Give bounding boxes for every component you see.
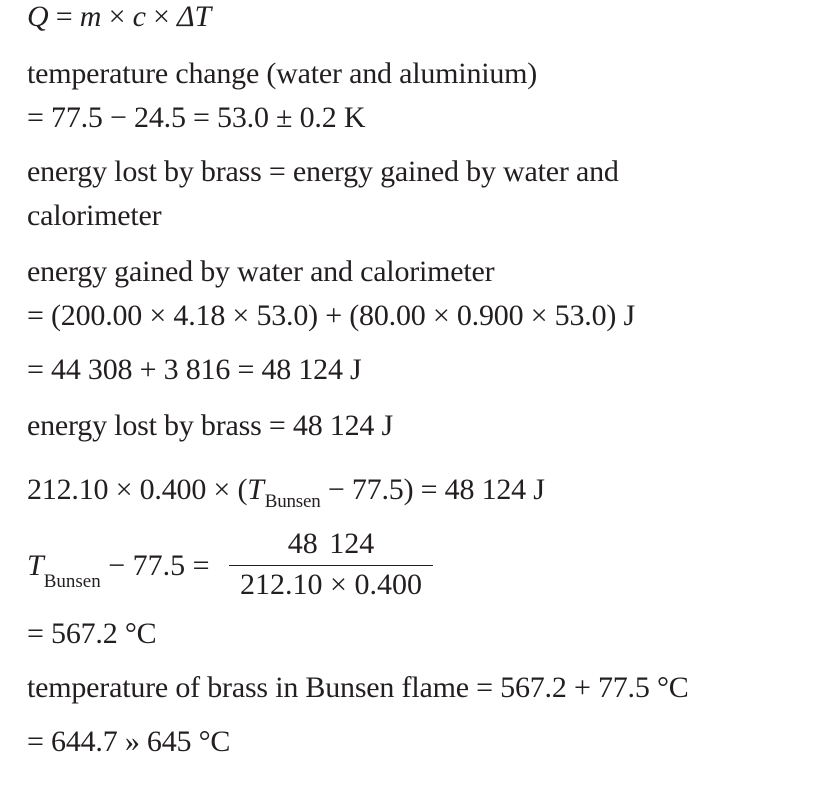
equation-part: − 77.5) = 48 124 J <box>320 473 545 506</box>
times-sign: × <box>101 0 133 33</box>
subscript-bunsen: Bunsen <box>264 491 321 512</box>
fraction-numerator: 48 124 <box>287 527 375 560</box>
symbol-q: Q <box>27 0 49 33</box>
subscript-bunsen: Bunsen <box>43 571 101 592</box>
times-sign: × <box>145 0 178 33</box>
fraction-bar <box>229 565 433 566</box>
equation-part: 212.10 × 0.400 × ( <box>27 473 248 506</box>
equation-line: = 44 308 + 3 816 = 48 124 J <box>27 353 362 386</box>
equation-line: energy lost by brass = 48 124 J <box>27 409 393 442</box>
text-line: energy gained by water and calorimeter <box>27 255 495 288</box>
equals-sign: = <box>48 0 80 33</box>
text-line: calorimeter <box>27 199 162 232</box>
fraction-denominator: 212.10 × 0.400 <box>240 568 422 601</box>
heat-formula <box>27 0 211 34</box>
fraction <box>229 527 433 602</box>
equation-line: = (200.00 × 4.18 × 53.0) + (80.00 × 0.900 × 53.0) J <box>27 299 635 332</box>
text-line: energy lost by brass = energy gained by water and <box>27 155 619 188</box>
equation-line: = 567.2 °C <box>27 617 157 650</box>
text-line: temperature change (water and aluminium) <box>27 57 538 90</box>
text-line: temperature of brass in Bunsen flame = 567.2 + 77.5 °C <box>27 671 689 704</box>
symbol-delta-t: ΔT <box>177 0 211 33</box>
equation-line: = 77.5 − 24.5 = 53.0 ± 0.2 K <box>27 101 366 134</box>
symbol-c: c <box>132 0 146 33</box>
fraction-lhs <box>27 549 210 592</box>
equation-line <box>27 473 545 511</box>
symbol-m: m <box>79 0 102 33</box>
symbol-t: T <box>27 549 44 582</box>
equation-line: = 644.7 » 645 °C <box>27 725 231 758</box>
equation-part: − 77.5 = <box>100 549 210 582</box>
symbol-t: T <box>247 473 264 506</box>
